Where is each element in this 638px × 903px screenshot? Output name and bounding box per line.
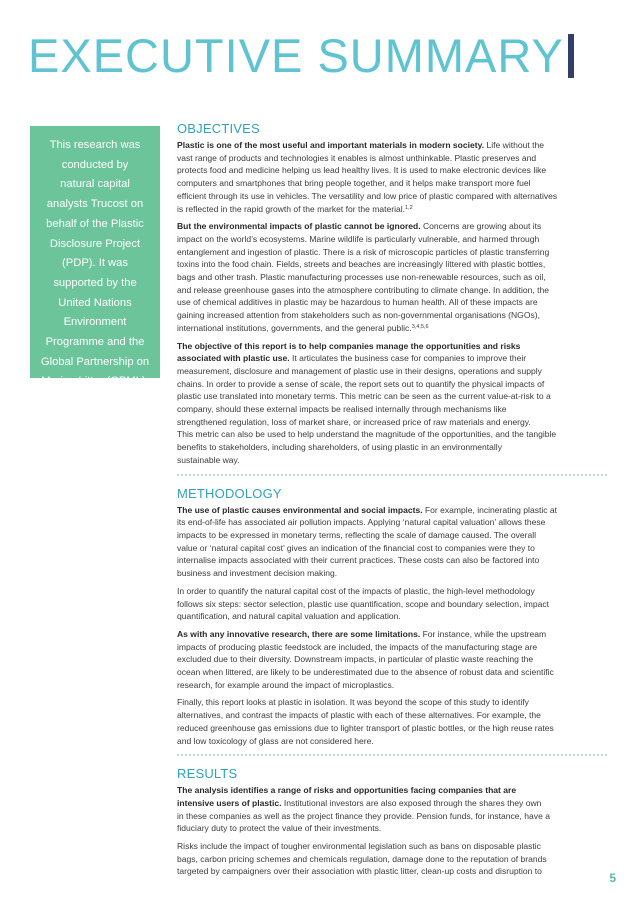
sidebar-line: behalf of the Plastic — [46, 217, 144, 230]
title-accent-bar — [568, 34, 574, 78]
page-title: EXECUTIVE SUMMARY — [28, 29, 564, 82]
bold-lead: But the environmental impacts of plastic cannot be ignored. — [177, 221, 421, 232]
section-divider — [177, 474, 607, 476]
sidebar-line: analysts Trucost on — [46, 198, 144, 211]
sidebar-line: natural capital — [60, 178, 130, 191]
footnote-ref: 3,4,5,6 — [411, 323, 429, 330]
objectives-heading: OBJECTIVES — [177, 121, 260, 136]
bold-lead: The objective of this report is to help companies manage the opportunities and risks — [177, 340, 521, 351]
sidebar-info-box — [30, 126, 160, 388]
bold-lead: associated with plastic use. — [177, 353, 290, 364]
sidebar-line: Programme and the — [45, 336, 145, 349]
objectives-paragraph-3: The objective of this report is to help companies manage the opportunities and risks associated with plastic use. It articulates the business case for companies to improve their measurement, disclosure and management of plastic use in their designs, operations and supply chains. In order to provide a sense of scale, the report sets out to quantify the physical impacts of plastic use translated into monetary terms. This metric can be seen as the current value-at-risk to a company, should these external impacts be realised internally through mechanisms like strengthened regulation, loss of market share, or increased price of raw materials and energy. This metric can also be used to help understand the magnitude of the opportunities, and the tangible benefits to stakeholders, including shareholders, of using plastic in an environmentally sustainable way. — [177, 340, 557, 465]
title-row — [28, 30, 574, 82]
results-paragraph-2: Risks include the impact of tougher environmental legislation such as bans on disposable plastic bags, carbon pricing schemes and chemicals regulation, damage done to the reputation of brands targeted by campaigners over their association with plastic litter, clean-up costs and disruption to — [177, 841, 547, 877]
methodology-paragraph-4: Finally, this report looks at plastic in isolation. It was beyond the scope of this study to identify alternatives, and contrast the impacts of plastic with each of these alternatives. For example, the reduced greenhouse gas emissions due to lighter transport of plastic bottles, or the high reuse rates and low toxicology of glass are not considered here. — [177, 697, 554, 746]
main-content — [177, 121, 607, 883]
methodology-paragraph-1: The use of plastic causes environmental and social impacts. For example, incinerating plastic at its end-of-life has associated air pollution impacts. Applying ‘natural capital valuation’ allows these impacts to be expressed in monetary terms, reflecting the scale of damage caused. The overall value or ‘natural capital cost’ gives an indication of the financial cost to companies were they to internalise impacts associated with their current practices. These costs can also be factored into business and investment decision making. — [177, 504, 558, 579]
sidebar-line: Environment — [63, 316, 127, 329]
methodology-heading: METHODOLOGY — [177, 485, 282, 501]
bold-lead: Plastic is one of the most useful and important materials in modern society. — [177, 140, 485, 150]
objectives-paragraph-1: Plastic is one of the most useful and important materials in modern society. Life without the vast range of products and technologies it enables is almost unthinkable. Plastic preserves and protects food and medicine helping us lead healthy lives. It is used to make electronic devices like computers and smartphones that bring people together, and it helps make transport more fuel efficient through its use in vehicles. The versatility and low price of plastic compared with alternatives is reflected in the rapid growth of the market for the material.$^{1,2}$ — [177, 140, 558, 214]
bold-lead: intensive users of plastic. — [177, 797, 282, 808]
footnote-ref: 1,2 — [405, 204, 413, 211]
section-divider — [177, 754, 607, 756]
sidebar-line: Marine Litter (GPML). — [41, 375, 149, 388]
methodology-paragraph-3: As with any innovative research, there are some limitations. For instance, while the upstream impacts of producing plastic feedstock are included, the impacts of the manufacturing stage are excluded due to their diversity. Downstream impacts, in particular of plastic waste reaching the ocean when littered, are likely to be underestimated due to the absence of robust data and scientific research, for example around the impact of microplastics. — [177, 628, 554, 690]
sidebar-line: (PDP). It was — [62, 257, 128, 270]
sidebar-line: This research was — [49, 139, 141, 151]
results-heading: RESULTS — [177, 766, 238, 782]
sidebar-line: Global Partnership on — [40, 355, 150, 368]
methodology-paragraph-2: In order to quantify the natural capital cost of the impacts of plastic, the high-level methodology follows six steps: sector selection, plastic use quantification, scope and boundary selection, impact quantification, and natural capital valuation and application. — [177, 585, 549, 622]
page-number: 5 — [609, 871, 616, 885]
sidebar-line: United Nations — [58, 296, 132, 309]
sidebar-line: Disclosure Project — [49, 237, 141, 250]
objectives-paragraph-2: But the environmental impacts of plastic cannot be ignored. Concerns are growing about its impact on the world’s ecosystems. Marine wildlife is particularly vulnerable, and harmed through entanglement and ingestion of plastic. There is a risk of microscopic particles of plastic transferring toxins into the food chain. Fields, streets and beaches are increasingly littered with plastic bottles, bags and other trash. Plastic manufacturing processes use non-renewable resources, such as oil, and release greenhouse gases into the atmosphere contributing to climate change. In addition, the use of chemical additives in plastic may be hazardous to human health. All of these impacts are gaining increased attention from stakeholders such as non-governmental organisations (NGOs), international institutions, governments, and the general public.$^{3,4,5,6}$ — [177, 221, 550, 333]
bold-lead: The use of plastic causes environmental and social impacts. — [177, 504, 423, 515]
bold-lead: The analysis identifies a range of risks and opportunities facing companies that are — [177, 785, 517, 796]
sidebar-line: conducted by — [61, 158, 129, 171]
results-paragraph-1: The analysis identifies a range of risks and opportunities facing companies that are intensive users of plastic. Institutional investors are also exposed through the shares they own in these companies as well as the project finance they provide. Pension funds, for instance, have a fiduciary duty to protect the value of their investments. — [177, 785, 550, 834]
bold-lead: As with any innovative research, there are some limitations. — [177, 628, 421, 639]
sidebar-line: supported by the — [53, 276, 137, 289]
